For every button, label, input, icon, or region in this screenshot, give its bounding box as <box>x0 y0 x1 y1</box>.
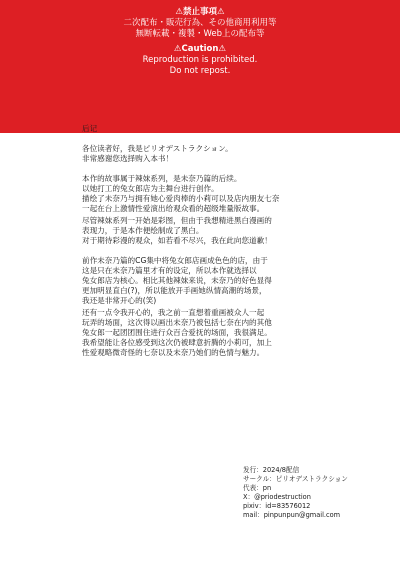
afterword-line: 各位读者好，我是ピリオデストラクション。 <box>82 144 233 153</box>
afterword-line: 玩弄的场面，这次得以画出未奈乃被包括七奈在内的其他 <box>82 318 272 327</box>
afterword-line: 前作未奈乃篇的CG集中将兔女郎店画成色色的店，由于 <box>82 256 268 265</box>
afterword-line: 我希望能让各位感受到这次仍被肆意折腾的小莉可，加上 <box>82 338 272 347</box>
afterword-line: 表现力，于是本作便绘制成了黑白。 <box>82 226 204 235</box>
caution-line-2: Do not repost. <box>169 66 231 76</box>
afterword-line: 本作的故事属于辣妹系列，是未奈乃篇的后续。 <box>82 174 242 183</box>
caution-line-1: Reproduction is prohibited. <box>142 55 258 65</box>
afterword-title: 后记 <box>82 124 98 133</box>
caution-heading: ⚠Caution⚠ <box>173 44 227 54</box>
credit-representative: 代表：pn <box>243 484 272 492</box>
afterword-page <box>0 124 400 564</box>
prohibition-line-2: 無断転載・複製・Web上の配布等 <box>135 29 265 39</box>
warning-banner <box>0 0 400 133</box>
credit-x-handle: X：@priodestruction <box>243 493 311 501</box>
afterword-line: 对于期待彩漫的观众，如若看不尽兴，我在此向您道歉！ <box>82 236 272 245</box>
afterword-line: 一起在台上激情性爱演出给观众看的超级堆量版故事。 <box>82 204 265 213</box>
prohibition-heading: ⚠禁止事項⚠ <box>175 7 225 17</box>
afterword-line: 我还是非常开心的(笑) <box>82 296 157 305</box>
afterword-line: 兔女郎一起团团围住进行众百合爱抚的场面，我很满足。 <box>82 328 272 337</box>
credit-circle: サークル：ピリオデストラクション <box>243 475 348 483</box>
credit-pixiv: pixiv：id=83576012 <box>243 502 311 510</box>
afterword-line: 非常感谢您选择购入本书！ <box>82 154 174 163</box>
afterword-line: 更加明显直白(?)，所以能放开手画她纵情高潮的场景， <box>82 286 267 295</box>
afterword-line: 以她打工的兔女郎店为主舞台进行创作。 <box>82 184 219 193</box>
credit-release: 发行：2024/8配信 <box>243 466 300 474</box>
afterword-line: 尽管辣妹系列一开始是彩图，但由于我想精进黑白漫画的 <box>82 216 272 225</box>
prohibition-line-1: 二次配布・販売行為、その他商用利用等 <box>123 18 277 28</box>
afterword-line: 这是只在未奈乃篇里才有的设定，所以本作就选择以 <box>82 266 257 275</box>
credit-mail: mail：pinpunpun@gmail.com <box>243 511 341 519</box>
afterword-line: 兔女郎店为核心。相比其他辣妹来说，未奈乃的好色显得 <box>82 276 272 285</box>
afterword-line: 描绘了未奈乃与拥有她心爱肉棒的小莉可以及店内朋友七奈 <box>82 194 280 203</box>
afterword-line: 还有一点令我开心的，我之前一直想着重画被众人一起 <box>82 308 265 317</box>
afterword-line: 性爱观略微奇怪的七奈以及未奈乃她们的色情与魅力。 <box>82 348 265 357</box>
